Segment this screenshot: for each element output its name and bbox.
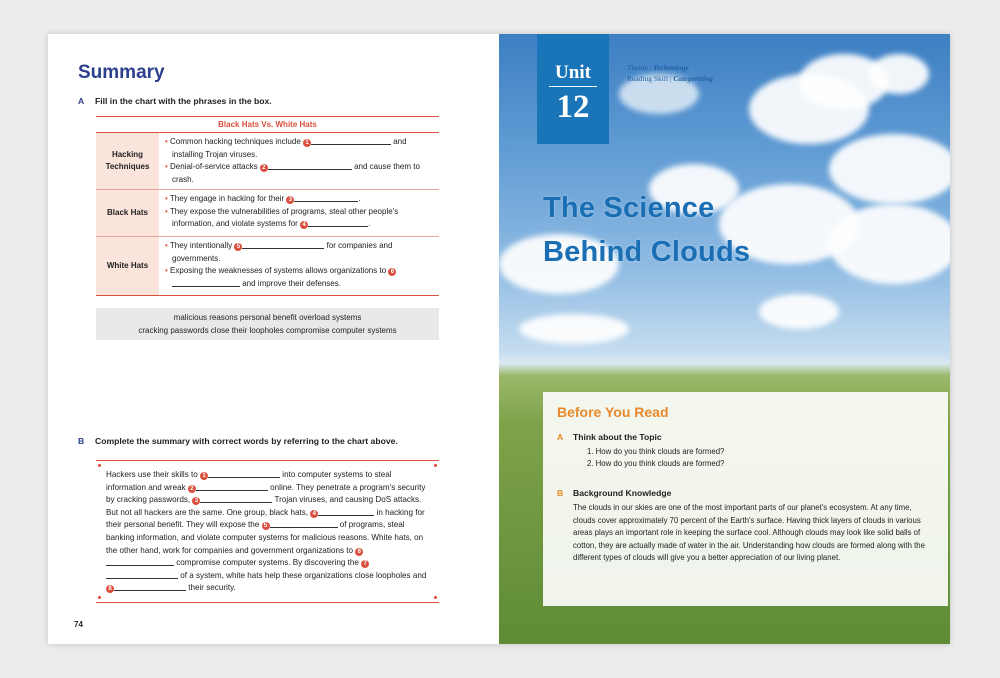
skill-label: Reading Skill [627,74,669,83]
row-label: Black Hats [96,190,159,236]
number-marker: 2 [188,485,196,493]
answer-blank[interactable] [196,482,268,491]
unit-title-line: Behind Clouds [543,236,751,268]
before-you-read-title: Before You Read [557,404,669,420]
unit-word: Unit [555,62,591,83]
topic-letter: A [557,432,564,442]
section-a-letter: A [78,96,85,106]
number-marker: 4 [310,510,318,518]
row-body [159,190,439,236]
before-you-read-panel [543,392,948,606]
answer-blank[interactable] [294,193,358,202]
number-marker: 6 [355,548,363,556]
unit-title [543,186,750,274]
topic-question: 1. How do you think clouds are formed? [587,447,725,456]
row-body [159,237,439,295]
answer-blank[interactable] [106,570,178,579]
number-marker: 1 [303,139,311,147]
topic-question: 2. How do you think clouds are formed? [587,459,725,468]
theme-label: Theme [627,63,648,72]
number-marker: 4 [300,221,308,229]
number-marker: 3 [286,196,294,204]
number-marker: 2 [260,164,268,172]
unit-divider [549,86,597,87]
chart-line: • They intentionally 5 for companies and governments. [165,240,433,265]
chart-row-white-hats [96,237,439,296]
number-marker: 8 [106,585,114,593]
page-number: 74 [74,620,83,629]
background-text: The clouds in our skies are one of the most important parts of our planet's ecosystem. At any time, clouds cover approximately 70 percent of the Earth's surface. Having thick layers of clouds in various areas plays an important role in keeping the surface cool. Although clouds may look like solid balls of cotton, they are actually made of water in the air. Understanding how clouds are formed along with the different types of clouds will give you a better appreciation of our living planet. [573,503,925,563]
chart-line: • They engage in hacking for their 3 . [165,193,433,206]
topic-questions [587,446,934,470]
answer-blank[interactable] [200,494,272,503]
row-label: Hacking Techniques [96,133,159,189]
chart-row-black-hats [96,190,439,237]
answer-blank[interactable] [270,519,338,528]
corner-dot [434,464,437,467]
background-letter: B [557,488,564,498]
number-marker: 7 [361,560,369,568]
section-a-text: Fill in the chart with the phrases in the box. [95,96,272,106]
answer-blank[interactable] [318,507,374,516]
number-marker: 1 [200,472,208,480]
right-page [499,34,950,644]
topic-heading [557,432,934,442]
unit-title-line: The Science [543,192,715,224]
row-label: White Hats [96,237,159,295]
corner-dot [98,464,101,467]
answer-blank[interactable] [242,240,324,249]
summary-box: Hackers use their skills to 1 into computer systems to steal information and wreak 2 online. They penetrate a program's security by cracking passwords, 3 Trojan viruses, and causing DoS attacks. But not all hackers are the same. One group, black hats, 4 in hacking for their personal benefit. They will expose the 5 of programs, steal banking information, and violate computer systems for malicious reasons. White hats, on the other hand, work for companies and government organizations to 6 compromise computer systems. By discovering the 7 of a system, white hats help these organizations close loopholes and 8 their security. [96,460,439,603]
section-b-letter: B [78,436,85,446]
unit-meta: Theme | Technology Reading Skill | Categorizing [627,63,713,83]
unit-number: 12 [556,89,590,125]
word-box-line: malicious reasons personal benefit overload systems [173,313,362,322]
chart-line: • They expose the vulnerabilities of programs, steal other people's information, and violate systems for 4 . [165,206,433,231]
summary-title: Summary [78,62,165,83]
word-box [96,308,439,340]
theme-value: Technology [653,63,689,72]
number-marker: 5 [262,522,270,530]
word-box-line: cracking passwords close their loopholes compromise computer systems [138,326,397,335]
skill-value: Categorizing [673,74,713,83]
answer-blank[interactable] [106,557,174,566]
section-a-instruction [78,96,272,106]
chart-line: • Denial-of-service attacks 2 and cause them to crash. [165,161,433,186]
answer-blank[interactable] [172,278,240,287]
left-page [48,34,499,644]
corner-dot [98,596,101,599]
chart-line: • Exposing the weaknesses of systems allows organizations to 6 and improve their defenses. [165,265,433,290]
answer-blank[interactable] [311,136,391,145]
unit-badge [537,34,609,144]
book-spread [48,34,950,644]
number-marker: 3 [192,497,200,505]
number-marker: 6 [388,268,396,276]
section-b-text: Complete the summary with correct words by referring to the chart above. [95,436,398,446]
answer-blank[interactable] [208,469,280,478]
background-heading [557,488,934,498]
number-marker: 5 [234,243,242,251]
section-b-instruction [78,436,398,446]
chart-line: • Common hacking techniques include 1 and installing Trojan viruses. [165,136,433,161]
chart-heading: Black Hats Vs. White Hats [96,117,439,133]
comparison-chart [96,116,439,296]
chart-row-hacking-techniques [96,133,439,190]
answer-blank[interactable] [114,582,186,591]
corner-dot [434,596,437,599]
row-body [159,133,439,189]
answer-blank[interactable] [268,161,352,170]
topic-title: Think about the Topic [573,432,662,442]
background-title: Background Knowledge [573,488,672,498]
answer-blank[interactable] [308,218,368,227]
